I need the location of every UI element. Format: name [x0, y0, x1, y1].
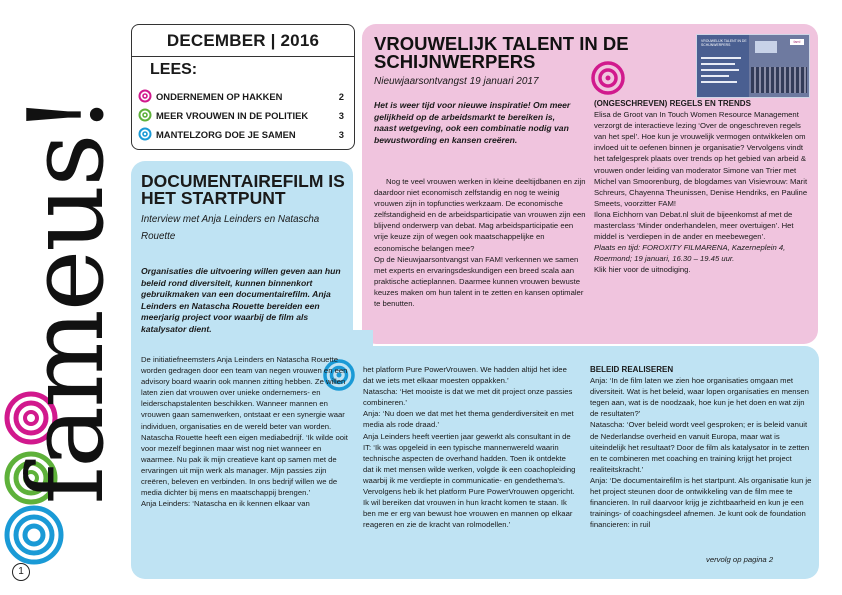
article-intro: Het is weer tijd voor nieuwe inspiratie! Om meer gelijkheid op de arbeidsmarkt te bereiken is, naast wetgeving, ook een combinatie nodig van bewustwording en kansen creëren. [374, 100, 571, 145]
paragraph: Ik wil bereiken dat vrouwen in hun kracht komen te staan. Ik ben me er erg van bewust hoe vrouwen en mannen op elkaar reageren en zie de kracht van rolmodellen.’ [363, 498, 573, 530]
issue-date: DECEMBER | 2016 [166, 31, 320, 50]
audience [751, 67, 807, 93]
room-image [749, 35, 809, 97]
divider [701, 57, 741, 59]
divider [132, 56, 354, 57]
divider [701, 81, 737, 83]
paragraph: Natascha: ‘Het mooiste is dat we met dit project onze passies combineren.’ [363, 387, 573, 408]
paragraph: Natascha: ‘Over beleid wordt veel gesproken; er is beleid vanuit de Nederlandse overheid en vanuit Europa, maar wat is uiteindelijk het resultaat? Door de film als katalysator in te zetten en te combineren met coaching en training krijgt het project realiteitskracht.’ [590, 420, 810, 474]
toc-item-page: 2 [338, 90, 344, 102]
spiral-green-icon [138, 108, 152, 122]
toc-item-page: 3 [338, 128, 344, 140]
page-number: 1 [12, 563, 30, 581]
toc-item-ondernemen[interactable] [138, 88, 344, 104]
continued-link[interactable]: vervolg op pagina 2 [706, 555, 774, 564]
panel-title: VROUWELIJK TALENT IN DE SCHIJNWERPERS [701, 39, 747, 47]
divider [701, 63, 735, 65]
article-column-2 [363, 364, 577, 530]
masthead [4, 0, 126, 595]
spiral-blue-icon [7, 508, 61, 562]
paragraph: Op de Nieuwjaarsontvangst van FAM! verkennen we samen met experts en ervaringsdeskundigen een breed scala aan praktische actieplannen. Daarmee kunnen vrouwen bewuste keuzes maken om hun talent in te zetten en kansen optimaler te benutten. [374, 254, 584, 309]
paragraph: Nog te veel vrouwen werken in kleine deeltijdbanen en zijn daardoor niet economisch zelfstandig en nog te weinig vrouwen zijn in topfuncties werkzaam. De economische zelfstandigheid en de arbeidsparticipatie van vrouwen zijn een blijvend onderwerp van debat. Mag arbeidsparticipatie een vrije keuze zijn of wegen ook maatschappelijke en economische belangen mee? [374, 177, 586, 253]
toc-item-label: MANTELZORG DOE JE SAMEN [156, 128, 296, 140]
projection-screen [755, 41, 777, 53]
box-connector [353, 330, 373, 350]
paragraph: De initiatiefneemsters Anja Leinders en Natascha Rouette worden gedragen door een team van negen vrouwen en een advisory board waarin ook mannen zitting hebben. Ze willen laten zien dat vrouwen over unieke ondernemers- en leiderschapstalenten beschikken. Wanneer mannen en vrouwen gaan samenwerken, ontstaat er een synergie waar individuen, organisaties en de wereld beter van worden. [141, 355, 348, 431]
article-title: DOCUMENTAIREFILM IS HET STARTPUNT [141, 171, 345, 208]
section-heading: (ONGESCHREVEN) REGELS EN TRENDS [594, 99, 751, 108]
paragraph: Anja: ‘De documentairefilm is het startpunt. Als organisatie kun je het project steunen door de ontwikkeling van de film mee te financieren. In ruil daarvoor krijg je zichtbaarheid en kun je een trainings- of coachingsdeel afnemen. Je kunt ook de foundation financieren: in ruil [590, 475, 812, 530]
paragraph: Anja: ‘Nu doen we dat met het thema genderdiversiteit en met media als rode draad.’ [363, 409, 574, 430]
invitation-link[interactable]: Klik hier voor de uitnodiging. [594, 265, 691, 275]
paragraph: Natascha Rouette heeft een eigen mediabedrijf. ‘Ik wilde ooit voor mezelf beginnen maar wist nog niet wanneer en waarmee. Nu pak ik mijn creatieve kant op samen met de ervaringen uit mijn werk als manager. Mijn passies zijn creëren, beleven en verbinden. In ons bedrijf willen we de media dichter bij mens en maatschappij brengen.’ [141, 432, 348, 498]
paragraph: Ilona Eichhorn van Debat.nl sluit de bijeenkomst af met de masterclass ‘Minder onderhandelen, meer overtuigen’. Het middel is ‘verdiepen in de ander en meebewegen’. [594, 209, 794, 242]
divider [701, 69, 739, 71]
spiral-blue-icon [138, 127, 152, 141]
invitation-panel [697, 35, 749, 97]
section-heading: BELEID REALISEREN [590, 365, 674, 374]
toc-item-label: MEER VROUWEN IN DE POLITIEK [156, 109, 309, 121]
event-photo[interactable] [696, 34, 810, 98]
masthead-title: fameus! [5, 95, 127, 505]
paragraph: Elisa de Groot van In Touch Women Resource Management verzorgt de interactieve lezing ‘Over de ongeschreven regels van het spel’. Hoe kun je vrouwelijk vermogen ontwikkelen om invloed uit te oefenen binnen je organisatie? Vervolgens vindt het tafelgesprek plaats over trends op het gebied van arbeid & vrouwen onder leiding van moderator Simone van Trier met Michel van Smoorenburg, de blogdames van Visievrouw: Marit Schreurs, Chayenna Theunissen, Denise Hendriks, en Pauline Smeets, voorzitter FAM! [594, 110, 808, 208]
article-subtitle: Interview met Anja Leinders en Natascha Rouette [141, 214, 320, 242]
toc-heading: LEES: [150, 61, 198, 78]
spiral-pink-icon [138, 89, 152, 103]
article-body [374, 176, 586, 309]
article-column-1 [141, 354, 351, 509]
article-intro: Organisaties die uitvoering willen geven aan hun beleid rond diversiteit, kunnen binnenkort gebruikmaken van een documentairefilm. Anja Leinders en Natascha Rouette bereiden een meerjarig project voor waarbij de film als katalysator dient. [141, 266, 341, 334]
toc-item-mantelzorg[interactable] [138, 126, 344, 142]
toc-item-page: 3 [338, 109, 344, 121]
paragraph: Anja Leinders heeft veertien jaar gewerkt als consultant in de IT: ‘Ik was opgeleid in een typische mannenwereld waarin technische aspecten de overhand hadden. Toen ik ontdekte dat ik met mensen wilde werken, volgde ik een coachopleiding waarbij ik me verdiepte in communicatie- en gendethema’s. Vervolgens heb ik het platform Pure PowerVrouwen opgericht. [363, 431, 576, 497]
event-details: Plaats en tijd: FOROXITY FILMARENA, Kazerneplein 4, Roermond; 19 januari, 16.30 – 19.45 uur. [594, 243, 786, 264]
paragraph: Anja Leinders: ‘Natascha en ik kennen elkaar van [141, 499, 310, 509]
article-column-3 [590, 364, 812, 530]
paragraph: het platform Pure PowerVrouwen. We hadden altijd het idee dat we iets met elkaar moesten oppakken.’ [363, 365, 567, 386]
paragraph: Anja: ‘In de film laten we zien hoe organisaties omgaan met diversiteit. Wat is het beleid, waar lopen organisaties en mensen tegen aan, wat is de noodzaak, hoe kun je het doen en wat zijn de resultaten?’ [590, 376, 809, 419]
toc-item-label: ONDERNEMEN OP HAKKEN [156, 90, 283, 102]
logo: fam! [790, 39, 804, 45]
toc-item-politiek[interactable] [138, 107, 344, 123]
table-of-contents [131, 24, 355, 150]
article-title: VROUWELIJK TALENT IN DE SCHIJNWERPERS [374, 33, 629, 72]
article-sidebar [594, 98, 810, 276]
article-subtitle: Nieuwjaarsontvangst 19 januari 2017 [374, 76, 539, 87]
divider [701, 75, 729, 77]
